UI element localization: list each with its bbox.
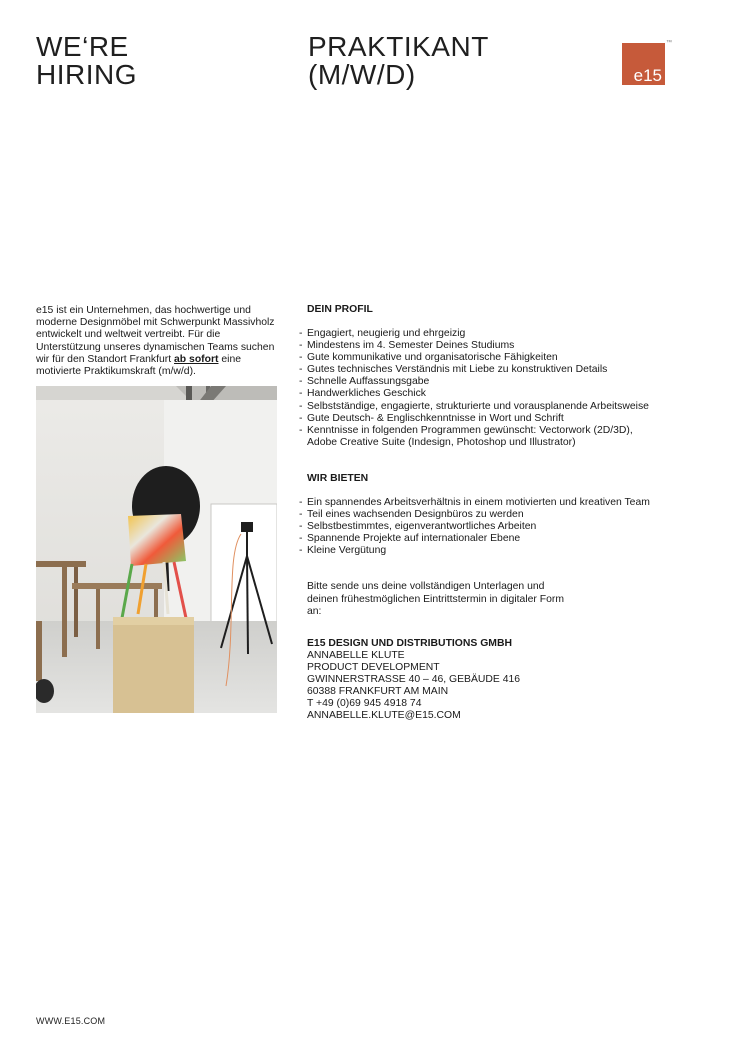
list-item: - Gute kommunikative und organisatorische Fähigkeiten [307, 352, 707, 364]
profil-list [307, 328, 707, 449]
contact-street: GWINNERSTRASSE 40 – 46, GEBÄUDE 416 [307, 673, 521, 685]
list-item: - Ein spannendes Arbeitsverhältnis in einem motivierten und kreativen Team [307, 497, 707, 509]
right-column [307, 304, 707, 722]
list-item: - Engagiert, neugierig und ehrgeizig [307, 328, 707, 340]
list-item: - Gutes technisches Verständnis mit Liebe zu konstruktiven Details [307, 364, 707, 376]
list-item: - Selbstständige, engagierte, strukturierte und vorausplanende Arbeitsweise [307, 401, 707, 413]
company-name: E15 DESIGN UND DISTRIBUTIONS GMBH [307, 637, 512, 649]
intro-emphasis: ab sofort [174, 353, 219, 365]
list-item: - Spannende Projekte auf internationaler Ebene [307, 533, 707, 545]
trademark-mark: ™ [666, 40, 672, 46]
contact-person: ANNABELLE KLUTE [307, 649, 405, 661]
list-item: - Mindestens im 4. Semester Deines Studiums [307, 340, 707, 352]
list-item: - Selbstbestimmtes, eigenverantwortliches Arbeiten [307, 521, 707, 533]
section-title-profil: DEIN PROFIL [307, 304, 373, 315]
contact-email: ANNABELLE.KLUTE@E15.COM [307, 710, 461, 722]
list-item: - Schnelle Auffassungsgabe [307, 376, 707, 388]
list-item: - Kleine Vergütung [307, 545, 707, 557]
headline-position [308, 33, 489, 89]
headline-line: (M/W/D) [308, 59, 416, 90]
list-item: - Gute Deutsch- & Englischkenntnisse in Wort und Schrift [307, 413, 707, 425]
company-address-block [307, 638, 707, 723]
closing-paragraph: Bitte sende uns deine vollständigen Unterlagen und deinen frühestmöglichen Eintrittstermin in digitaler Form an: [307, 581, 564, 617]
photo-studio-chair-image [36, 386, 277, 713]
intro-text-end: eine motivierte Praktikumskraft (m/w/d). [36, 353, 242, 378]
list-item: - Kenntnisse in folgenden Programmen gewünscht: Vectorwork (2D/3D), Adobe Creative Suite (Indesign, Photoshop und Illustrator) [307, 425, 647, 449]
bieten-list [307, 497, 707, 557]
logo-text: e15 [633, 66, 662, 85]
contact-department: PRODUCT DEVELOPMENT [307, 661, 440, 673]
contact-city: 60388 FRANKFURT AM MAIN [307, 686, 449, 698]
contact-phone: T +49 (0)69 945 4918 74 [307, 698, 422, 710]
e15-logo [622, 43, 665, 85]
intro-paragraph [36, 305, 280, 378]
footer-website: WWW.E15.COM [36, 1016, 106, 1026]
headline-line: PRAKTIKANT [308, 31, 489, 62]
section-title-bieten: WIR BIETEN [307, 472, 369, 484]
list-item: - Handwerkliches Geschick [307, 388, 707, 400]
intro-text: e15 ist ein Unternehmen, das hochwertige und moderne Designmöbel mit Schwerpunkt Massivholz entwickelt und weltweit vertreibt. Für die Unterstützung unseres dynamischen Teams suchen wir für den Standort Frankfurt [36, 305, 275, 365]
headline-line: HIRING [36, 59, 137, 90]
headline-line: WE‘RE [36, 31, 129, 62]
list-item: - Teil eines wachsenden Designbüros zu werden [307, 509, 707, 521]
headline-were-hiring [36, 33, 137, 89]
